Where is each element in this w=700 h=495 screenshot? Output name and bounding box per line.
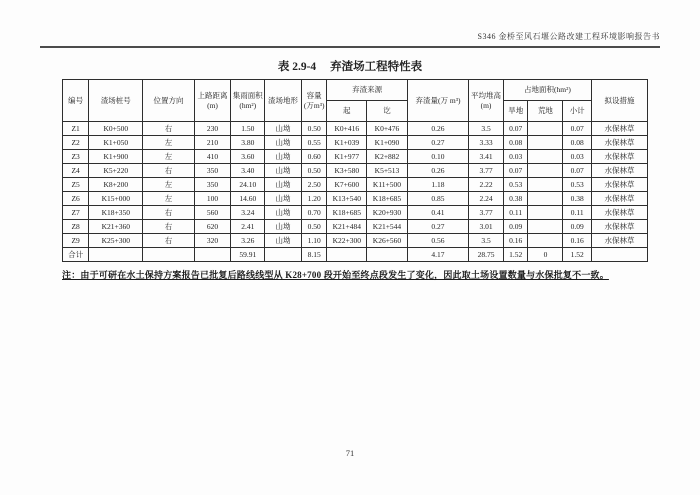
cell-dry-land: 0.09 (504, 220, 528, 234)
cell-measures: 水保林草 (591, 206, 647, 220)
cell-source-start: K22+300 (327, 234, 367, 248)
cell-stake: K15+000 (89, 192, 143, 206)
table-total-row (63, 248, 648, 262)
table-header-row-1 (63, 80, 648, 101)
cell-source-start: K1+977 (327, 150, 367, 164)
cell-spoil-volume: 1.18 (407, 178, 468, 192)
document-header-title: S346 金桥至风石堰公路改建工程环境影响报告书 (477, 32, 660, 41)
cell-spoil-volume: 0.41 (407, 206, 468, 220)
cell-catchment-area: 24.10 (231, 178, 265, 192)
cell-dry-land: 0.03 (504, 150, 528, 164)
cell-subtotal: 0.53 (563, 178, 592, 192)
col-header-source-end: 讫 (367, 101, 408, 122)
cell-spoil-volume: 0.27 (407, 220, 468, 234)
cell-source-end: K20+930 (367, 206, 408, 220)
spoil-site-table (62, 79, 648, 262)
cell-source-start: K1+039 (327, 136, 367, 150)
cell-spoil-volume: 0.26 (407, 164, 468, 178)
cell-terrain: 山坳 (265, 164, 302, 178)
cell-measures: 水保林草 (591, 220, 647, 234)
cell-direction: 右 (143, 206, 194, 220)
document-header (40, 31, 660, 48)
cell-spoil-volume: 0.56 (407, 234, 468, 248)
cell-id: Z3 (63, 150, 89, 164)
table-title-text: 弃渣场工程特性表 (330, 61, 423, 73)
cell-road-distance: 560 (194, 206, 231, 220)
table-row (63, 178, 648, 192)
cell-source-start: K21+484 (327, 220, 367, 234)
col-header-subtotal: 小计 (563, 101, 592, 122)
cell-waste-land (528, 136, 563, 150)
cell-dry-land: 1.52 (504, 248, 528, 262)
cell-direction: 左 (143, 178, 194, 192)
cell-capacity: 0.60 (301, 150, 327, 164)
col-header-avg-height: 平均堆高(m) (469, 80, 504, 122)
cell-capacity: 0.70 (301, 206, 327, 220)
cell-direction: 右 (143, 164, 194, 178)
cell-measures: 水保林草 (591, 192, 647, 206)
cell-id: Z8 (63, 220, 89, 234)
cell-spoil-volume: 0.85 (407, 192, 468, 206)
cell-road-distance: 320 (194, 234, 231, 248)
cell-dry-land: 0.07 (504, 122, 528, 136)
table-row (63, 164, 648, 178)
cell-direction (143, 248, 194, 262)
cell-avg-height: 3.01 (469, 220, 504, 234)
cell-catchment-area: 2.41 (231, 220, 265, 234)
col-header-waste-land: 荒地 (528, 101, 563, 122)
cell-measures: 水保林草 (591, 150, 647, 164)
cell-stake: K18+350 (89, 206, 143, 220)
cell-id: Z2 (63, 136, 89, 150)
cell-direction: 左 (143, 192, 194, 206)
cell-id: Z4 (63, 164, 89, 178)
cell-source-end: K1+090 (367, 136, 408, 150)
cell-stake: K1+900 (89, 150, 143, 164)
cell-waste-land (528, 178, 563, 192)
cell-waste-land (528, 192, 563, 206)
cell-avg-height: 3.5 (469, 122, 504, 136)
cell-capacity: 8.15 (301, 248, 327, 262)
cell-dry-land: 0.11 (504, 206, 528, 220)
col-header-stake: 渣场桩号 (89, 80, 143, 122)
col-header-capacity: 容量(万m³) (301, 80, 327, 122)
cell-terrain: 山坳 (265, 122, 302, 136)
col-header-dry-land: 旱地 (504, 101, 528, 122)
cell-source-start: K18+685 (327, 206, 367, 220)
cell-terrain: 山坳 (265, 150, 302, 164)
cell-direction: 右 (143, 122, 194, 136)
cell-avg-height: 3.77 (469, 206, 504, 220)
cell-subtotal: 0.03 (563, 150, 592, 164)
cell-subtotal: 0.09 (563, 220, 592, 234)
table-header (63, 80, 648, 122)
cell-source-end: K26+560 (367, 234, 408, 248)
cell-catchment-area: 3.60 (231, 150, 265, 164)
cell-waste-land (528, 164, 563, 178)
cell-dry-land: 0.16 (504, 234, 528, 248)
col-header-source-start: 起 (327, 101, 367, 122)
cell-source-start: K0+416 (327, 122, 367, 136)
cell-stake: K0+500 (89, 122, 143, 136)
cell-source-end: K11+500 (367, 178, 408, 192)
cell-terrain: 山坳 (265, 206, 302, 220)
cell-terrain: 山坳 (265, 192, 302, 206)
cell-road-distance: 410 (194, 150, 231, 164)
cell-catchment-area: 3.24 (231, 206, 265, 220)
cell-catchment-area: 3.80 (231, 136, 265, 150)
cell-waste-land (528, 234, 563, 248)
table-body (63, 122, 648, 262)
cell-terrain: 山坳 (265, 234, 302, 248)
cell-source-end: K18+685 (367, 192, 408, 206)
table-row (63, 206, 648, 220)
cell-road-distance: 230 (194, 122, 231, 136)
cell-road-distance: 620 (194, 220, 231, 234)
cell-avg-height: 2.22 (469, 178, 504, 192)
cell-subtotal: 0.07 (563, 122, 592, 136)
cell-source-end (367, 248, 408, 262)
col-header-road-distance: 上路距离(m) (194, 80, 231, 122)
cell-direction: 右 (143, 220, 194, 234)
table-row (63, 220, 648, 234)
cell-terrain (265, 248, 302, 262)
cell-subtotal: 0.11 (563, 206, 592, 220)
cell-measures: 水保林草 (591, 164, 647, 178)
cell-source-end: K21+544 (367, 220, 408, 234)
col-header-area: 占地面积(hm²) (504, 80, 592, 101)
cell-measures (591, 248, 647, 262)
cell-road-distance (194, 248, 231, 262)
cell-capacity: 0.50 (301, 220, 327, 234)
cell-terrain: 山坳 (265, 136, 302, 150)
cell-stake: K5+220 (89, 164, 143, 178)
cell-spoil-volume: 0.26 (407, 122, 468, 136)
col-header-volume: 弃渣量(万 m³) (407, 80, 468, 122)
cell-capacity: 1.10 (301, 234, 327, 248)
cell-stake: K1+050 (89, 136, 143, 150)
table-title-label: 表 2.9-4 (277, 61, 317, 73)
cell-id: Z1 (63, 122, 89, 136)
cell-dry-land: 0.53 (504, 178, 528, 192)
cell-terrain: 山坳 (265, 220, 302, 234)
cell-subtotal: 0.16 (563, 234, 592, 248)
cell-source-start (327, 248, 367, 262)
page-number: 71 (345, 448, 355, 458)
table-row (63, 122, 648, 136)
cell-dry-land: 0.07 (504, 164, 528, 178)
cell-spoil-volume: 0.27 (407, 136, 468, 150)
cell-id: Z9 (63, 234, 89, 248)
cell-capacity: 0.50 (301, 122, 327, 136)
cell-avg-height: 3.33 (469, 136, 504, 150)
cell-id: Z7 (63, 206, 89, 220)
table-title (0, 58, 700, 74)
cell-source-end: K0+476 (367, 122, 408, 136)
cell-road-distance: 100 (194, 192, 231, 206)
cell-waste-land (528, 150, 563, 164)
cell-direction: 左 (143, 150, 194, 164)
cell-avg-height: 3.41 (469, 150, 504, 164)
cell-source-start: K3+580 (327, 164, 367, 178)
cell-source-start: K13+540 (327, 192, 367, 206)
col-header-id: 编号 (63, 80, 89, 122)
cell-measures: 水保林草 (591, 178, 647, 192)
cell-id: 合计 (63, 248, 89, 262)
cell-catchment-area: 3.26 (231, 234, 265, 248)
cell-stake: K25+300 (89, 234, 143, 248)
cell-avg-height: 3.77 (469, 164, 504, 178)
cell-capacity: 0.55 (301, 136, 327, 150)
cell-id: Z5 (63, 178, 89, 192)
cell-stake: K21+360 (89, 220, 143, 234)
cell-subtotal: 0.38 (563, 192, 592, 206)
cell-waste-land (528, 220, 563, 234)
cell-waste-land (528, 206, 563, 220)
col-header-measures: 拟设措施 (591, 80, 647, 122)
cell-stake: K8+200 (89, 178, 143, 192)
cell-measures: 水保林草 (591, 136, 647, 150)
cell-catchment-area: 59.91 (231, 248, 265, 262)
cell-dry-land: 0.38 (504, 192, 528, 206)
cell-catchment-area: 1.50 (231, 122, 265, 136)
cell-spoil-volume: 0.10 (407, 150, 468, 164)
cell-capacity: 1.20 (301, 192, 327, 206)
cell-source-end: K5+513 (367, 164, 408, 178)
cell-subtotal: 1.52 (563, 248, 592, 262)
cell-waste-land: 0 (528, 248, 563, 262)
col-header-terrain: 渣场地形 (265, 80, 302, 122)
table-footnote: 注：由于可研在水土保持方案报告已批复后路线线型从 K28+700 段开始至终点段发生了变化，因此取土场设置数量与水保批复不一致。 (62, 270, 609, 280)
cell-capacity: 2.50 (301, 178, 327, 192)
cell-subtotal: 0.08 (563, 136, 592, 150)
table-row (63, 136, 648, 150)
cell-source-start: K7+600 (327, 178, 367, 192)
cell-subtotal: 0.07 (563, 164, 592, 178)
col-header-direction: 位置方向 (143, 80, 194, 122)
col-header-source: 弃渣来源 (327, 80, 407, 101)
cell-terrain: 山坳 (265, 178, 302, 192)
cell-measures: 水保林草 (591, 122, 647, 136)
cell-direction: 左 (143, 136, 194, 150)
cell-stake (89, 248, 143, 262)
table-row (63, 192, 648, 206)
table-row (63, 150, 648, 164)
cell-catchment-area: 3.40 (231, 164, 265, 178)
cell-direction: 右 (143, 234, 194, 248)
table-row (63, 234, 648, 248)
cell-id: Z6 (63, 192, 89, 206)
cell-catchment-area: 14.60 (231, 192, 265, 206)
cell-avg-height: 2.24 (469, 192, 504, 206)
cell-avg-height: 28.75 (469, 248, 504, 262)
cell-road-distance: 210 (194, 136, 231, 150)
col-header-catchment-area: 集雨面积(hm²) (231, 80, 265, 122)
cell-road-distance: 350 (194, 164, 231, 178)
cell-capacity: 0.50 (301, 164, 327, 178)
cell-avg-height: 3.5 (469, 234, 504, 248)
cell-dry-land: 0.08 (504, 136, 528, 150)
cell-waste-land (528, 122, 563, 136)
cell-measures: 水保林草 (591, 234, 647, 248)
cell-spoil-volume: 4.17 (407, 248, 468, 262)
cell-road-distance: 350 (194, 178, 231, 192)
cell-source-end: K2+882 (367, 150, 408, 164)
